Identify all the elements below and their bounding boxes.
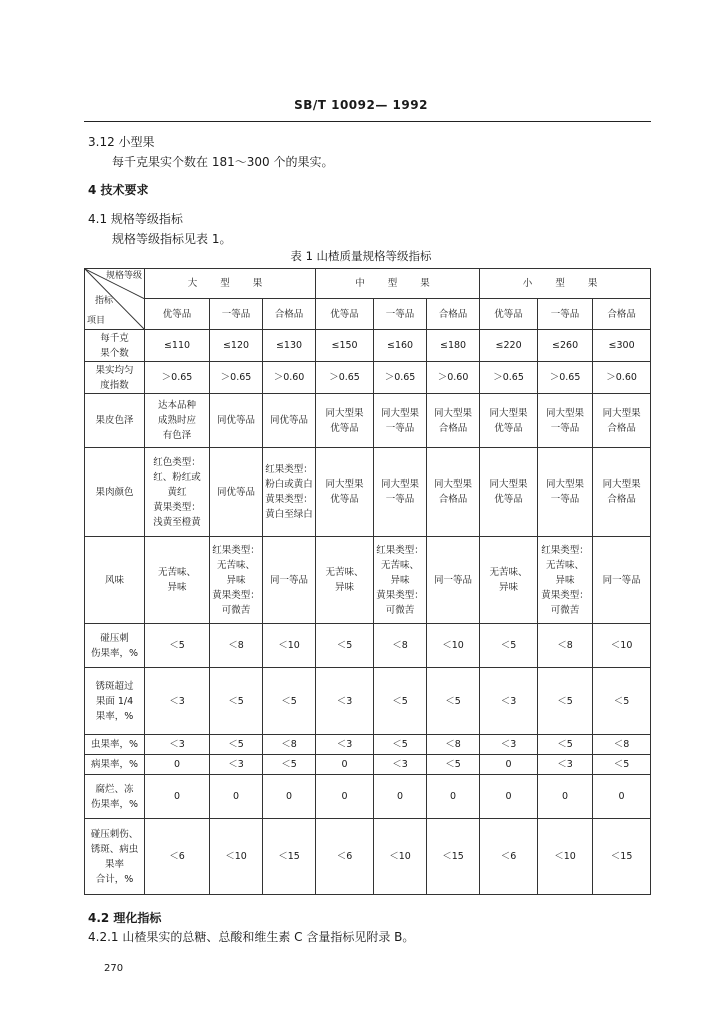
table-cell: ≤110 <box>145 330 210 362</box>
table-cell: ＜8 <box>374 624 427 668</box>
corner-spec-label: 规格等级 <box>105 271 142 281</box>
table-cell: ＜5 <box>538 735 593 755</box>
table-cell: 无苦味、 异味 <box>316 537 374 624</box>
grade-header-cell: 合格品 <box>593 299 651 330</box>
table-cell: ＜3 <box>316 668 374 735</box>
table-cell: 0 <box>145 755 210 775</box>
table-cell: 达本品种 成熟时应 有色泽 <box>145 394 210 448</box>
table-cell: ＜3 <box>374 755 427 775</box>
row-label-cell: 果肉颜色 <box>85 448 145 537</box>
table-cell: 同大型果 一等品 <box>538 394 593 448</box>
table-cell: ＜10 <box>538 819 593 895</box>
table-cell: 无苦味、 异味 <box>480 537 538 624</box>
spec-table <box>84 268 651 895</box>
table-body <box>85 330 651 895</box>
table-cell: ≤130 <box>263 330 316 362</box>
table-cell: ＜3 <box>480 735 538 755</box>
table-cell: 同大型果 合格品 <box>427 448 480 537</box>
table-cell: ＜5 <box>145 624 210 668</box>
section-4-1-title: 4.1 规格等级指标 <box>88 212 183 226</box>
table-cell: ＜5 <box>374 735 427 755</box>
row-label-cell: 锈斑超过 果面 1/4 果率，% <box>85 668 145 735</box>
table-cell: ≤300 <box>593 330 651 362</box>
table-cell: 0 <box>374 775 427 819</box>
table-cell: 0 <box>210 775 263 819</box>
group-header-small: 小 型 果 <box>480 269 651 299</box>
grade-header-cell: 合格品 <box>427 299 480 330</box>
table-cell: ≤260 <box>538 330 593 362</box>
table-row <box>85 330 651 362</box>
table-cell: 同一等品 <box>427 537 480 624</box>
group-header-large: 大 型 果 <box>145 269 316 299</box>
table-cell: ≤150 <box>316 330 374 362</box>
table-cell: 0 <box>480 755 538 775</box>
row-label-cell: 果实均匀 度指数 <box>85 362 145 394</box>
table-cell: ＜5 <box>263 755 316 775</box>
row-label-cell: 虫果率，% <box>85 735 145 755</box>
table-row <box>85 362 651 394</box>
table-cell: 同大型果 合格品 <box>427 394 480 448</box>
table-cell: ＜5 <box>210 668 263 735</box>
grade-header-cell: 一等品 <box>374 299 427 330</box>
table-cell: ＞0.65 <box>210 362 263 394</box>
table-cell: 同优等品 <box>263 394 316 448</box>
section-3-12-body: 每千克果实个数在 181～300 个的果实。 <box>112 155 334 169</box>
table-cell: ＞0.65 <box>374 362 427 394</box>
table-cell: 0 <box>263 775 316 819</box>
table-cell: ＜5 <box>480 624 538 668</box>
grade-header-cell: 优等品 <box>145 299 210 330</box>
table-corner-cell <box>85 269 145 330</box>
table-cell: 同优等品 <box>210 448 263 537</box>
grade-header-cell: 一等品 <box>538 299 593 330</box>
section-4-1-body: 规格等级指标见表 1。 <box>112 232 232 246</box>
corner-item-label: 项目 <box>87 316 106 326</box>
table-cell: ≤220 <box>480 330 538 362</box>
table-cell: ＜10 <box>427 624 480 668</box>
table-cell: ＜5 <box>538 668 593 735</box>
section-4-title: 4 技术要求 <box>88 183 149 197</box>
grade-header-cell: 一等品 <box>210 299 263 330</box>
table-cell: ＜5 <box>427 668 480 735</box>
row-label-cell: 碰压刺 伤果率，% <box>85 624 145 668</box>
table-cell: ＜5 <box>374 668 427 735</box>
table-cell: ＞0.65 <box>145 362 210 394</box>
table-cell: ＞0.65 <box>316 362 374 394</box>
table-cell: ＜6 <box>480 819 538 895</box>
table-cell: ＜5 <box>210 735 263 755</box>
header-rule <box>84 121 651 122</box>
table-cell: ＜15 <box>593 819 651 895</box>
row-label-cell: 果皮色泽 <box>85 394 145 448</box>
table-cell: 0 <box>538 775 593 819</box>
table-cell: ＜8 <box>593 735 651 755</box>
row-label-cell: 病果率，% <box>85 755 145 775</box>
grade-header-row <box>85 299 651 330</box>
table-row <box>85 537 651 624</box>
table-row <box>85 668 651 735</box>
table-cell: ＜10 <box>210 819 263 895</box>
page-number: 270 <box>104 963 124 974</box>
table-cell: 0 <box>480 775 538 819</box>
table-cell: ＜3 <box>480 668 538 735</box>
corner-index-label: 指标 <box>95 296 114 306</box>
table-cell: ＞0.60 <box>263 362 316 394</box>
table-cell: 红果类型： 粉白或黄白 黄果类型： 黄白至绿白 <box>263 448 316 537</box>
table-cell: ＜10 <box>374 819 427 895</box>
row-label-cell: 腐烂、冻 伤果率，% <box>85 775 145 819</box>
row-label-cell: 碰压刺伤、 锈斑、病虫 果率 合计，% <box>85 819 145 895</box>
row-label-cell: 每千克 果个数 <box>85 330 145 362</box>
table-cell: ＜5 <box>593 755 651 775</box>
table-row <box>85 448 651 537</box>
table-cell: ＞0.65 <box>480 362 538 394</box>
table-cell: ＜5 <box>593 668 651 735</box>
table-cell: 0 <box>316 775 374 819</box>
table-cell: 无苦味、 异味 <box>145 537 210 624</box>
running-header: SB/T 10092— 1992 <box>294 98 428 112</box>
table-cell: ＜8 <box>538 624 593 668</box>
table-cell: 同大型果 合格品 <box>593 394 651 448</box>
table-cell: ＜3 <box>316 735 374 755</box>
table-row <box>85 755 651 775</box>
grade-header-cell: 合格品 <box>263 299 316 330</box>
table-row <box>85 394 651 448</box>
table-cell: 同大型果 一等品 <box>374 448 427 537</box>
table-cell: ＜15 <box>427 819 480 895</box>
table-cell: ＜6 <box>316 819 374 895</box>
row-label-cell: 风味 <box>85 537 145 624</box>
section-4-2-1-body: 4.2.1 山楂果实的总糖、总酸和维生素 C 含量指标见附录 B。 <box>88 930 415 944</box>
table-cell: ＜5 <box>316 624 374 668</box>
table-row <box>85 775 651 819</box>
table-row <box>85 819 651 895</box>
table-cell: ＞0.65 <box>538 362 593 394</box>
table-cell: 同大型果 一等品 <box>538 448 593 537</box>
table-cell: 0 <box>593 775 651 819</box>
grade-header-cell: 优等品 <box>480 299 538 330</box>
table-cell: 同大型果 合格品 <box>593 448 651 537</box>
table-cell: 红果类型： 无苦味、 异味 黄果类型： 可微苦 <box>374 537 427 624</box>
table-cell: ＜8 <box>263 735 316 755</box>
table-cell: 同一等品 <box>263 537 316 624</box>
table-cell: ＜8 <box>210 624 263 668</box>
table-cell: ≤120 <box>210 330 263 362</box>
table-cell: 同大型果 优等品 <box>316 394 374 448</box>
table-cell: 同大型果 优等品 <box>480 448 538 537</box>
table-row <box>85 735 651 755</box>
table-cell: 同大型果 优等品 <box>316 448 374 537</box>
table-cell: 同大型果 优等品 <box>480 394 538 448</box>
table-cell: ＜15 <box>263 819 316 895</box>
table-cell: ≤160 <box>374 330 427 362</box>
table-cell: 0 <box>427 775 480 819</box>
table-cell: ＜5 <box>263 668 316 735</box>
table-cell: ＜6 <box>145 819 210 895</box>
grade-header-cell: 优等品 <box>316 299 374 330</box>
table-cell: 同优等品 <box>210 394 263 448</box>
table-caption: 表 1 山楂质量规格等级指标 <box>290 249 432 263</box>
table-cell: 红色类型： 红、粉红或 黄红 黄果类型： 浅黄至橙黄 <box>145 448 210 537</box>
group-header-medium: 中 型 果 <box>316 269 480 299</box>
table-cell: 同一等品 <box>593 537 651 624</box>
table-cell: 红果类型： 无苦味、 异味 黄果类型： 可微苦 <box>210 537 263 624</box>
table-cell: ＜8 <box>427 735 480 755</box>
table-cell: ＜3 <box>210 755 263 775</box>
table-cell: ＞0.60 <box>427 362 480 394</box>
table-cell: 0 <box>145 775 210 819</box>
table-cell: 同大型果 一等品 <box>374 394 427 448</box>
table-cell: 红果类型： 无苦味、 异味 黄果类型： 可微苦 <box>538 537 593 624</box>
table-cell: ＜10 <box>593 624 651 668</box>
table-cell: ＞0.60 <box>593 362 651 394</box>
section-3-12-title: 3.12 小型果 <box>88 135 155 149</box>
table-cell: 0 <box>316 755 374 775</box>
table-cell: ＜3 <box>145 735 210 755</box>
section-4-2-title: 4.2 理化指标 <box>88 911 162 925</box>
table-cell: ＜5 <box>427 755 480 775</box>
table-cell: ＜3 <box>538 755 593 775</box>
table-cell: ≤180 <box>427 330 480 362</box>
table-row <box>85 624 651 668</box>
table-cell: ＜3 <box>145 668 210 735</box>
table-cell: ＜10 <box>263 624 316 668</box>
